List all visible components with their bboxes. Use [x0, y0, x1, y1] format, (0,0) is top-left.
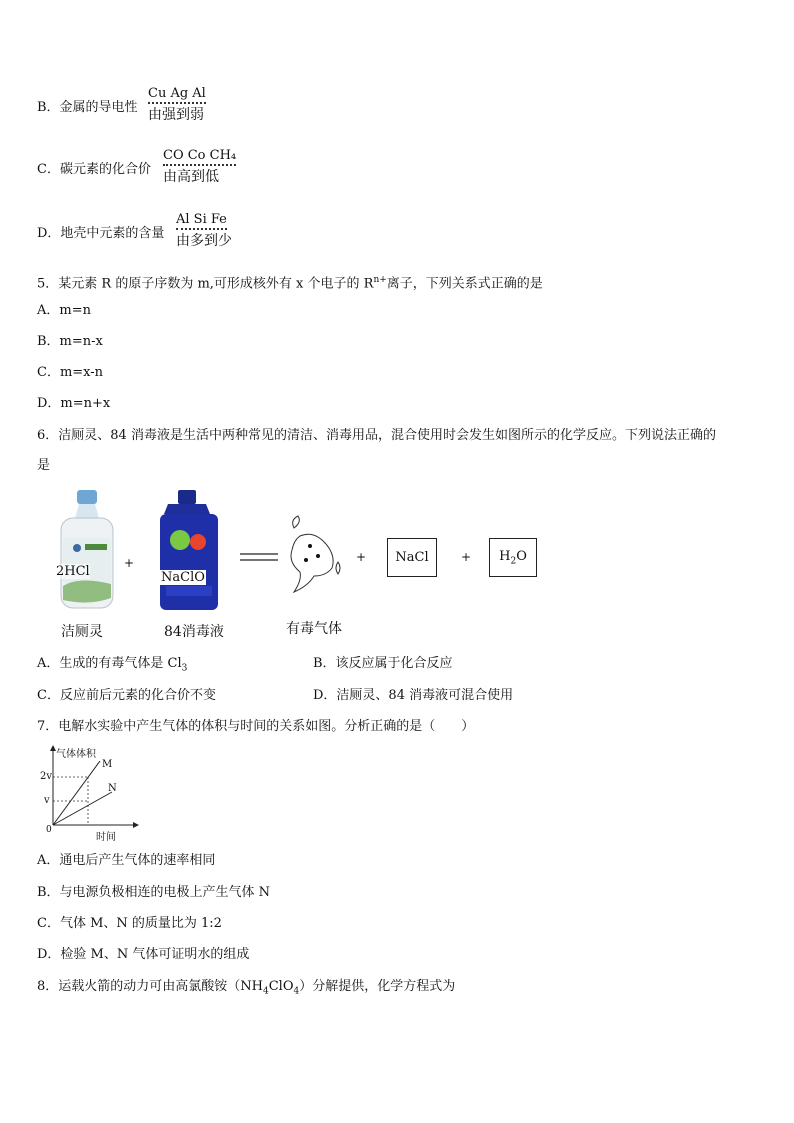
- water-h: H: [499, 548, 511, 564]
- graph-origin: 0: [46, 825, 52, 835]
- q6-reaction-figure: [40, 488, 560, 648]
- toxic-gas-caption: 有毒气体: [286, 621, 342, 637]
- q6-stem-line2: 是: [37, 458, 51, 473]
- toilet-cleaner-bottle-image: [49, 488, 129, 613]
- q6-option-b: B．该反应属于化合反应: [313, 656, 453, 671]
- product-nacl-box: [387, 538, 437, 577]
- q6-option-d: D．洁厕灵、84 消毒液可混合使用: [313, 688, 514, 703]
- q7-option-b: B．与电源负极相连的电极上产生气体 N: [37, 885, 271, 900]
- q4-option-d: [37, 225, 164, 243]
- q4-option-b-sequence: [148, 86, 206, 124]
- equals-sign: [240, 552, 278, 562]
- plus-sign-2: +: [356, 550, 367, 564]
- product-nacl-label: NaCl: [395, 550, 429, 565]
- q4-option-b-label: B．金属的导电性: [37, 100, 138, 115]
- q4-d-sequence-top: Al Si Fe: [176, 213, 227, 230]
- water-subscript: 2: [510, 556, 517, 567]
- q4-b-sequence-bottom: 由强到弱: [148, 107, 204, 123]
- q7-stem: 7．电解水实验中产生气体的体积与时间的关系如图。分析正确的是（ ）: [37, 719, 475, 734]
- q7-option-c: C．气体 M、N 的质量比为 1:2: [37, 916, 222, 931]
- q4-b-sequence-top: Cu Ag Al: [148, 87, 206, 104]
- q4-c-sequence-top: CO Co CH₄: [163, 149, 236, 166]
- q5-option-d: D．m=n+x: [37, 396, 111, 411]
- q6-stem-line1: 6．洁厕灵、84 消毒液是生活中两种常见的清洁、消毒用品，混合使用时会发生如图所示的化学反应。下列说法正确的: [37, 428, 716, 443]
- q8-sub1: 4: [262, 986, 269, 997]
- q5-stem-text-a: 5．某元素 R 的原子序数为 m,可形成核外有 x 个电子的 R: [37, 276, 374, 292]
- q6-option-a-subscript: 3: [181, 663, 188, 674]
- disinfectant-formula: NaClO: [161, 570, 205, 585]
- q5-option-c: C．m=x-n: [37, 365, 104, 380]
- q8-stem: [37, 978, 455, 1001]
- graph-ylabel: 气体体积: [56, 749, 96, 760]
- q5-stem: [37, 271, 543, 293]
- graph-tick-v: v: [44, 795, 50, 806]
- product-water-label: [499, 549, 527, 567]
- q4-option-b: [37, 99, 138, 117]
- plus-sign-3: +: [461, 550, 472, 564]
- q4-option-d-label: D．地壳中元素的含量: [37, 226, 165, 241]
- q4-option-c-sequence: [163, 148, 236, 186]
- q8-stem-b: ClO: [268, 979, 294, 994]
- q6-option-a-text: A．生成的有毒气体是 Cl: [37, 656, 182, 671]
- q4-d-sequence-bottom: 由多到少: [176, 233, 232, 249]
- q5-option-a: A．m=n: [37, 303, 91, 318]
- disinfectant-caption: 84消毒液: [164, 624, 224, 640]
- graph-label-n: N: [108, 783, 117, 794]
- q8-stem-c: ）分解提供，化学方程式为: [299, 979, 456, 994]
- q7-option-a: A．通电后产生气体的速率相同: [37, 853, 216, 868]
- q8-sub2: 4: [293, 986, 300, 997]
- toilet-cleaner-caption: 洁厕灵: [61, 624, 103, 640]
- line-n: [53, 792, 112, 825]
- graph-tick-2v: 2v: [40, 771, 53, 782]
- product-water-box: [489, 538, 537, 577]
- q8-stem-a: 8．运载火箭的动力可由高氯酸铵（NH: [37, 979, 263, 994]
- q6-option-c: C．反应前后元素的化合价不变: [37, 688, 216, 703]
- graph-xlabel: 时间: [96, 832, 116, 843]
- q5-stem-text-b: 离子，下列关系式正确的是: [386, 276, 543, 292]
- q4-option-c-label: C．碳元素的化合价: [37, 162, 151, 177]
- q7-option-d: D．检验 M、N 气体可证明水的组成: [37, 947, 250, 962]
- q7-volume-time-graph: [40, 745, 140, 843]
- water-o: O: [516, 548, 527, 564]
- q6-option-a: [37, 655, 187, 678]
- disinfectant-bottle-image: [154, 488, 224, 613]
- q4-option-d-sequence: [176, 212, 232, 250]
- toxic-gas-cloud-icon: [280, 506, 350, 606]
- toilet-cleaner-formula: 2HCl: [56, 564, 90, 579]
- q5-stem-superscript: n+: [373, 275, 387, 285]
- line-m: [53, 761, 100, 825]
- q5-option-b: B．m=n-x: [37, 334, 103, 349]
- graph-label-m: M: [102, 759, 113, 770]
- q4-option-c: [37, 161, 151, 179]
- plus-sign-1: +: [124, 556, 135, 570]
- q4-c-sequence-bottom: 由高到低: [163, 169, 219, 185]
